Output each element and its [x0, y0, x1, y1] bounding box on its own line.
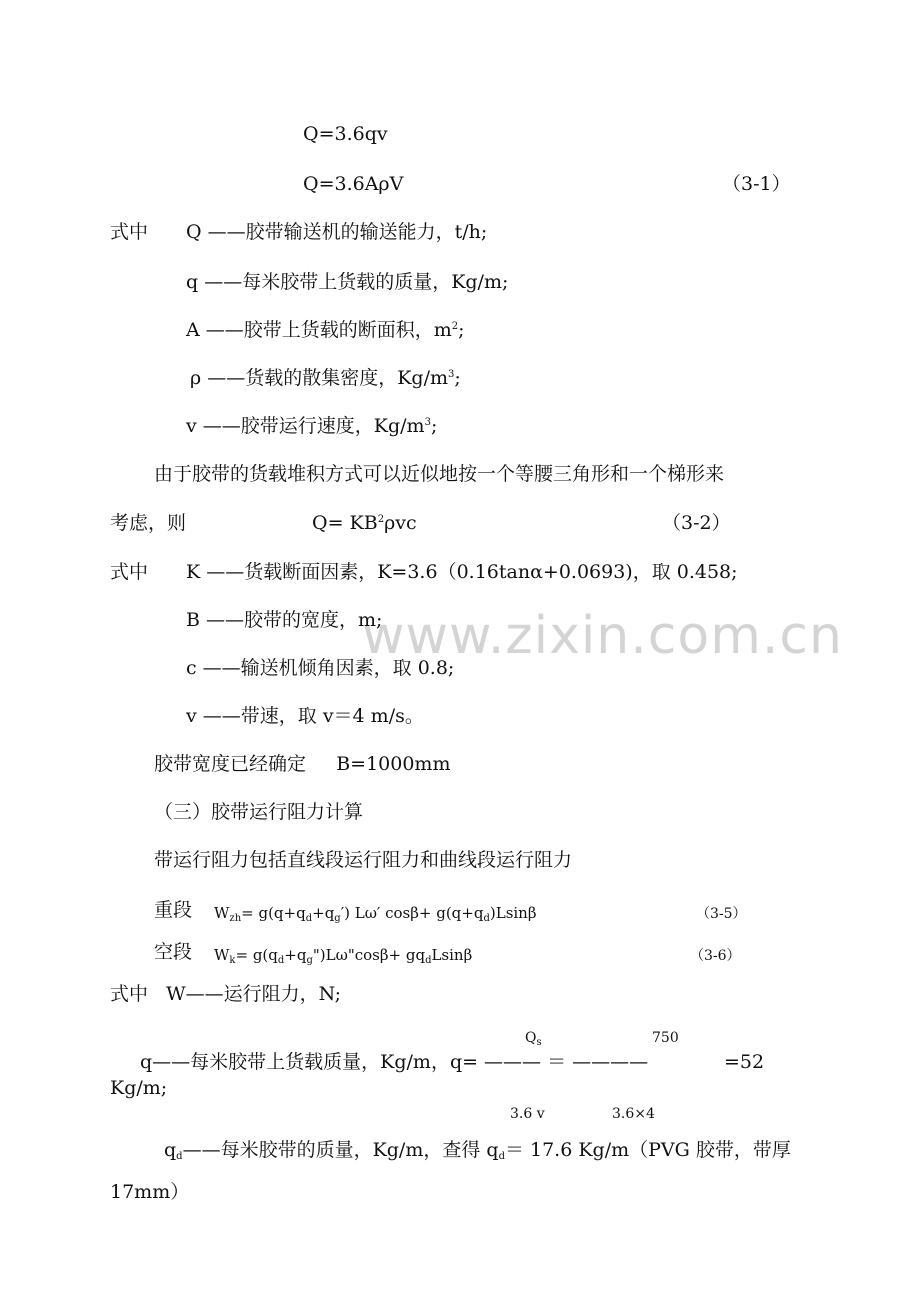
formula-3-2: $Q= KB^2\rho vc$: [312, 512, 417, 534]
watermark: www.zixin.com.cn: [362, 606, 843, 666]
formula-3-5: $W_{zh}= g(q+q_d+q_g')$ Lω′ $\cos\beta+ g(q+q_d)Lsin\beta$: [214, 904, 537, 924]
belt-width-line: 胶带宽度已经确定 B=1000mm: [154, 753, 451, 775]
def-Q: Q ——胶带输送机的输送能力，t/h;: [186, 221, 488, 243]
formula-3-1: Q=3.6AρV: [303, 173, 404, 195]
def-rho: ρ ——货载的散集密度，$Kg/m^3$;: [190, 367, 461, 389]
q-calculation: q——每米胶带上货载质量，Kg/m，q= ——— ＝ ————: [140, 1051, 649, 1073]
equation-number-3-2: （3-2）: [662, 512, 731, 534]
def-q: q ——每米胶带上货载的质量，Kg/m;: [186, 271, 509, 293]
equation-number-3-5: （3-5）: [696, 906, 747, 922]
def-v: v ——胶带运行速度，$Kg/m^3$;: [186, 415, 438, 437]
fraction-denominator-1: 3.6 v: [510, 1106, 545, 1122]
def-W: 式中 W——运行阻力，N;: [110, 983, 341, 1005]
fraction-numerator-Qs: $Q_s$: [525, 1030, 542, 1048]
formula-3-6: $W_k=$ $g(q_d+q_g")L\omega"\cos\beta+ gq_dLsin\beta$: [214, 946, 473, 966]
q-result: =52: [724, 1051, 765, 1073]
section-heading: （三）胶带运行阻力计算: [154, 801, 364, 823]
def-v-speed: v ——带速，取 v＝4 m/s。: [186, 705, 424, 727]
where-label: 式中: [110, 221, 149, 243]
def-K: K ——货载断面因素，K=3.6（0.16tanα+0.0693)，取 0.458;: [186, 561, 738, 583]
fraction-numerator-750: 750: [652, 1030, 679, 1046]
def-B: B ——胶带的宽度，m;: [186, 609, 383, 631]
equation-number-3-1: （3-1）: [722, 173, 791, 195]
q-unit: Kg/m;: [110, 1077, 168, 1099]
paragraph-consider: 考虑，则: [110, 512, 187, 534]
def-c: c ——输送机倾角因素，取 0.8;: [186, 657, 455, 679]
def-qd-continued: 17mm）: [110, 1181, 190, 1203]
def-qd: $q_d——$每米胶带的质量，Kg/m，查得 $q_d= 17.6$ Kg/m（PVG 胶带，带厚: [164, 1139, 791, 1162]
where-label-2: 式中: [110, 561, 149, 583]
equation-number-3-6: （3-6）: [690, 948, 741, 964]
fraction-denominator-2: 3.6×4: [612, 1106, 655, 1122]
def-A: A ——胶带上货载的断面积，$m^2$;: [186, 319, 465, 341]
paragraph-stacking: 由于胶带的货载堆积方式可以近似地按一个等腰三角形和一个梯形来: [154, 463, 725, 485]
formula-q: Q=3.6qv: [303, 123, 388, 145]
heavy-label: 重段: [154, 899, 193, 921]
empty-label: 空段: [154, 941, 193, 963]
paragraph-resistance: 带运行阻力包括直线段运行阻力和曲线段运行阻力: [154, 849, 573, 871]
